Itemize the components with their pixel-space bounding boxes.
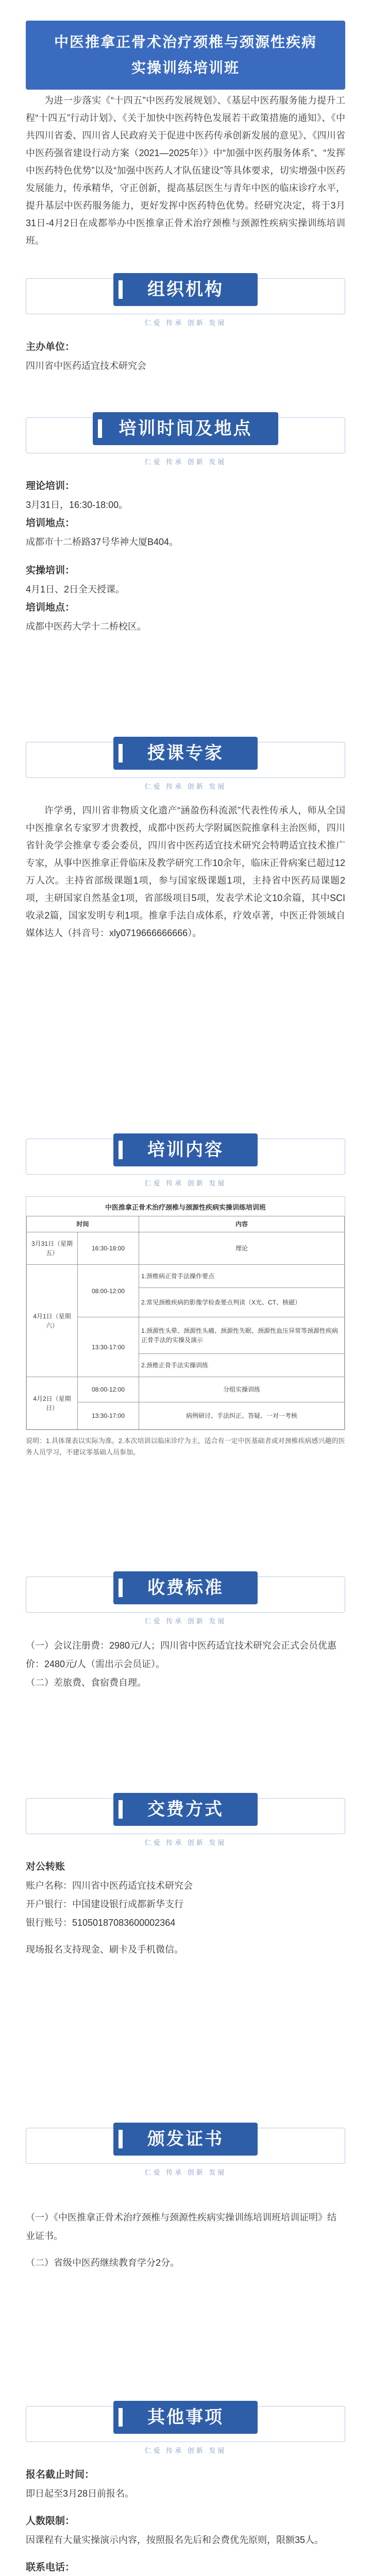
section-time-place [26,407,345,636]
contact-label: 联系电话： [26,2562,75,2573]
section-motto: 仁爱 传承 创新 发展 [144,1839,227,1846]
section-title: 颁发证书 [113,2123,258,2156]
table-row [27,1377,345,1402]
table-row [27,1265,345,1288]
cash-note: 现场报名支持现金、刷卡及手机微信。 [26,1944,183,1955]
row-content: 2.颈椎正骨手法实操训练 [139,1354,345,1377]
table-row [27,1232,345,1265]
row-content: 病例研讨、手法纠正、答疑、一对一考核 [139,1402,345,1430]
section-header [26,732,345,792]
row-time: 13:30-17:00 [78,1317,139,1377]
account-number: 51050187083600002364 [72,1918,176,1928]
account-number-label: 银行账号： [26,1918,72,1928]
section-motto: 仁爱 传承 创新 发展 [144,319,227,327]
section-payment [26,1788,345,1959]
host-value: 四川省中医药适宜技术研究会 [26,361,146,371]
row-date: 4月2日（星期日） [27,1377,78,1430]
section-title: 培训内容 [113,1133,258,1166]
section-motto: 仁爱 传承 创新 发展 [144,783,227,790]
row-content: 1.颈椎病正骨手法操作要点 [139,1265,345,1288]
host-label: 主办单位： [26,342,75,352]
section-certificate [26,2117,345,2272]
section-header [26,2396,345,2456]
section-organization [26,268,345,375]
schedule-note: 说明：1.具体课表以实际为准。2.本次培训以临床诊疗为主，适合有一定中医基础者或对颈椎疾病感兴趣的医务人员学习，不建议零基础人员参加。 [26,1437,345,1456]
quota-value: 因课程有大量实操演示内容，按照报名先后和会费优先原则，限额35人。 [26,2535,324,2545]
theory-label: 理论培训： [26,481,75,492]
section-title: 交费方式 [113,1793,258,1826]
section-content [26,1128,345,1458]
deadline-value: 即日起至3月28日前报名。 [26,2488,134,2499]
row-content: 2.常见颈椎疾病的影像学检查要点判读（X光、CT、核磁） [139,1288,345,1317]
section-motto: 仁爱 传承 创新 发展 [144,2447,227,2454]
section-header [26,407,345,468]
fee-item-1: （一）会议注册费：2980元/人；四川省中医药适宜技术研究会正式会员优惠价：2480元/人（需出示会员证）。 [26,1640,337,1669]
col-header-time: 时间 [27,1216,139,1232]
title-line-2: 实操训练培训班 [131,60,240,76]
bank-name: 中国建设银行成都新华支行 [72,1899,183,1909]
row-time: 16:30-18:00 [78,1232,139,1265]
quota-label: 人数限制： [26,2516,75,2527]
intro-text: 为进一步落实《“十四五”中医药发展规划》、《基层中医药服务能力提升工程“十四五”行动计划》、《关于加快中医药特色发展若干政策措施的通知》、《中共四川省委、四川省人民政府关于促进中医药传承创新发展的意见》、《四川省中医药强省建设行动方案（2021—2025年）》中“加强中医药服务体系”、“发挥中医药特色优势”以及“加强中医药人才队伍建设”等具体要求，切实增强中医药发展能力，传承精华，守正创新，提高基层医生与青年中医的临床诊疗水平，提升基层中医药服务能力，更好发挥中医药特色优势。经研究决定，将于3月31日-4月2日在成都举办中医推拿正骨术治疗颈椎与颈源性疾病实操训练培训班。 [26,95,345,246]
practice-place: 成都中医药大学十二桥校区。 [26,621,146,632]
row-content: 1.颈源性头晕、颈源性头痛、颈源性失眠、颈源性血压异常等颈源性疾病正骨手法的实操及演示 [139,1317,345,1354]
col-header-content: 内容 [139,1216,345,1232]
section-fees [26,1566,345,1692]
row-time: 08:00-12:00 [78,1265,139,1317]
fee-item-2: （二）差旅费、食宿费自理。 [26,1677,146,1688]
account-name: 四川省中医药适宜技术研究会 [72,1880,193,1891]
row-time: 08:00-12:00 [78,1377,139,1402]
section-motto: 仁爱 传承 创新 发展 [144,2168,227,2176]
title-banner [26,21,345,90]
section-motto: 仁爱 传承 创新 发展 [144,1617,227,1625]
certificate-item-1: （一）《中医推拿正骨术治疗颈椎与颈源性疾病实操训练培训班培训证明》结业证书。 [26,2212,336,2241]
section-header [26,2117,345,2178]
section-title: 培训时间及地点 [93,412,278,445]
bank-label: 开户银行： [26,1899,72,1909]
row-time: 13:30-17:00 [78,1402,139,1430]
section-header [26,268,345,329]
section-title: 收费标准 [113,1571,258,1604]
section-title: 其他事项 [113,2401,258,2434]
section-title: 组织机构 [113,273,258,306]
row-content: 分组实操训练 [139,1377,345,1402]
schedule-table [26,1216,345,1430]
theory-place: 成都市十二桥路37号华神大厦B404。 [26,537,179,547]
practice-label: 实操培训： [26,565,75,576]
section-expert [26,732,345,942]
section-motto: 仁爱 传承 创新 发展 [144,1179,227,1187]
intro-paragraph [26,92,345,249]
deadline-label: 报名截止时间： [26,2469,95,2480]
theory-place-label: 培训地点： [26,518,75,529]
section-other [26,2396,345,2576]
certificate-item-2: （二）省级中医药继续教育学分2分。 [26,2258,180,2268]
section-header [26,1128,345,1189]
account-title: 对公转账 [26,1861,65,1872]
practice-place-label: 培训地点： [26,602,75,613]
row-content: 理论 [139,1232,345,1265]
row-date: 3月31日（星期五） [27,1232,78,1265]
section-header [26,1788,345,1849]
schedule-caption: 中医推拿正骨术治疗颈椎与颈源性疾病实操训练培训班 [105,1204,266,1211]
expert-bio: 许学勇，四川省非物质文化遗产“涵盈伤科流派”代表性传承人，师从全国中医推拿名专家罗才贵教授，成都中医药大学附属医院推拿科主治医师，四川省针灸学会推拿专委会委员，四川省中医药适宜技术研究会特聘适宜技术推广专家，从事中医推拿正骨临床及教学研究工作10余年，临床正骨病案已超过12万人次。主持省部级课题1项，参与国家级课题1项，主持省中医药局课题2项，主研国家自然基金1项，省部级项目5项，发表学术论文10余篇，其中SCI收录2篇，国家发明专利1项。推拿手法自成体系，疗效卓著，中医正骨领域自媒体达人（抖音号：xly0719666666666）。 [26,805,345,938]
row-date: 4月1日（星期六） [27,1265,78,1377]
title-line-1: 中医推拿正骨术治疗颈椎与颈源性疾病 [54,34,317,50]
section-title: 授课专家 [113,737,258,770]
section-motto: 仁爱 传承 创新 发展 [144,458,227,466]
theory-time: 3月31日，16:30-18:00。 [26,500,128,510]
practice-time: 4月1日、2日全天授课。 [26,584,125,595]
account-name-label: 账户名称： [26,1880,72,1891]
section-header [26,1566,345,1627]
schedule-table-frame [26,1196,345,1430]
